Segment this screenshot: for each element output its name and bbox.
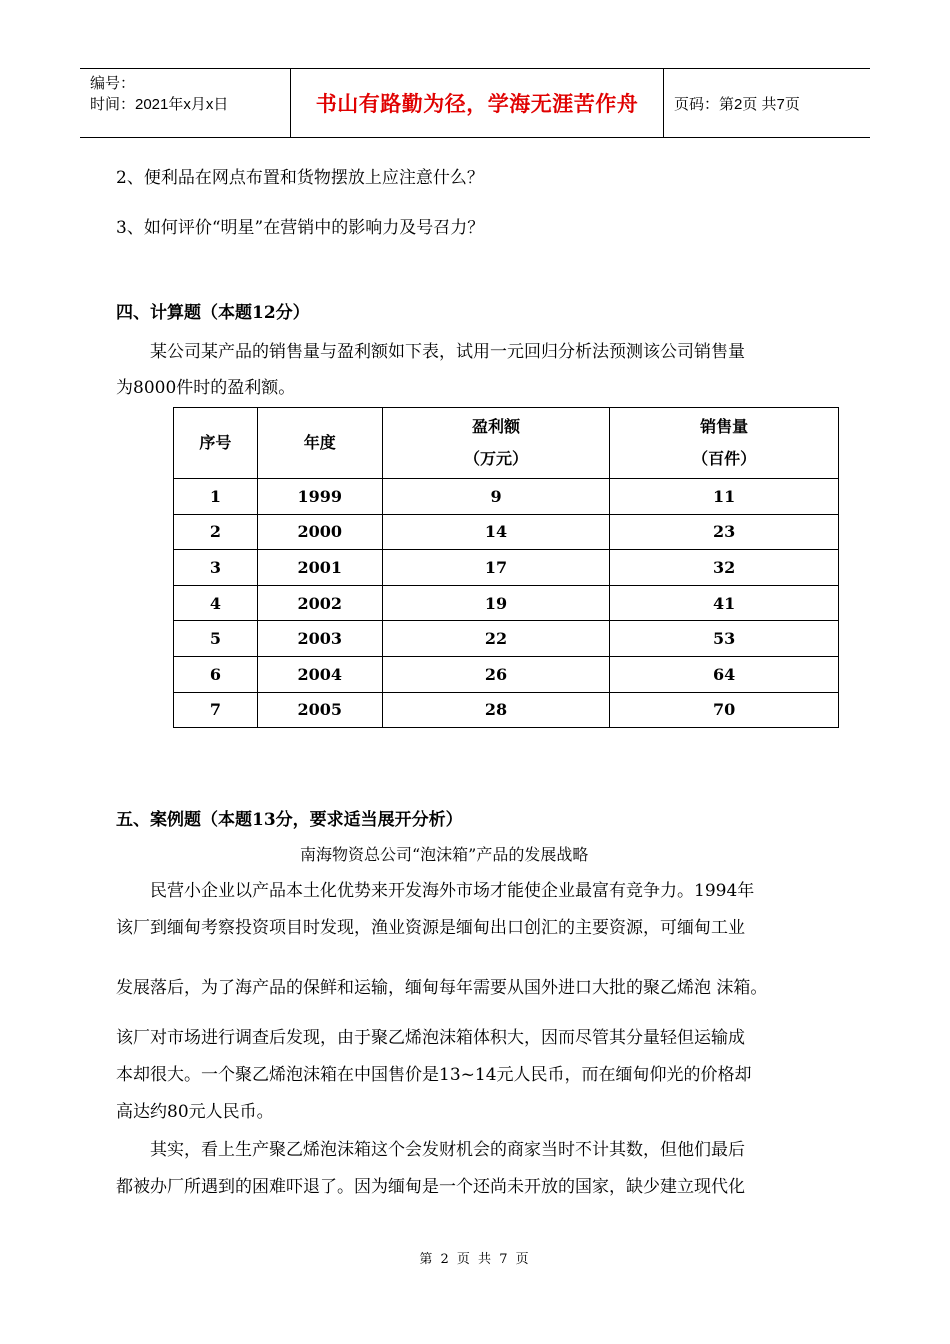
header-profit <box>382 408 610 479</box>
header-year: 年度 <box>257 408 382 479</box>
table-row <box>174 550 839 586</box>
cell-year: 1999 <box>257 479 382 515</box>
question-3: 3、如何评价“明星”在营销中的影响力及号召力？ <box>116 218 485 238</box>
cell-profit: 28 <box>382 692 610 728</box>
cell-no: 5 <box>174 621 258 657</box>
cell-profit: 22 <box>382 621 610 657</box>
case-paragraph-line: 该厂对市场进行调查后发现，由于聚乙烯泡沫箱体积大，因而尽管其分量轻但运输成 <box>116 1028 745 1048</box>
header-page-info: 页码：第2页 共7页 <box>674 95 800 113</box>
cell-profit: 17 <box>382 550 610 586</box>
number-label: 编号： <box>90 75 136 92</box>
table-row <box>174 585 839 621</box>
table-row <box>174 692 839 728</box>
cell-profit: 9 <box>382 479 610 515</box>
header-sales-label: 销售量 <box>700 417 749 436</box>
cell-year: 2003 <box>257 621 382 657</box>
case-paragraph-line: 本却很大。一个聚乙烯泡沫箱在中国售价是13~14元人民币，而在缅甸仰光的价格却 <box>116 1065 752 1085</box>
cell-sales: 32 <box>610 550 839 586</box>
cell-profit: 26 <box>382 656 610 692</box>
case-paragraph-line: 都被办厂所遇到的困难吓退了。因为缅甸是一个还尚未开放的国家，缺少建立现代化 <box>116 1177 745 1197</box>
section4-text-line1: 某公司某产品的销售量与盈利额如下表，试用一元回归分析法预测该公司销售量 <box>150 342 745 362</box>
cell-sales: 53 <box>610 621 839 657</box>
page-footer: 第 2 页 共 7 页 <box>419 1252 531 1267</box>
cell-no: 3 <box>174 550 258 586</box>
cell-no: 2 <box>174 514 258 550</box>
cell-no: 4 <box>174 585 258 621</box>
case-paragraph-line: 民营小企业以产品本土化优势来开发海外市场才能使企业最富有竞争力。1994年 <box>150 881 755 901</box>
cell-sales: 11 <box>610 479 839 515</box>
section4-text-line2: 为8000件时的盈利额。 <box>116 378 296 398</box>
cell-sales: 64 <box>610 656 839 692</box>
case-paragraph-line: 其实，看上生产聚乙烯泡沫箱这个会发财机会的商家当时不计其数，但他们最后 <box>150 1140 745 1160</box>
cell-year: 2001 <box>257 550 382 586</box>
cell-year: 2004 <box>257 656 382 692</box>
cell-sales: 70 <box>610 692 839 728</box>
header-sales-unit: （百件） <box>692 449 757 468</box>
table-row <box>174 514 839 550</box>
cell-no: 1 <box>174 479 258 515</box>
case-paragraph-line: 该厂到缅甸考察投资项目时发现，渔业资源是缅甸出口创汇的主要资源，可缅甸工业 <box>116 918 745 938</box>
cell-sales: 41 <box>610 585 839 621</box>
header-meta <box>80 69 290 137</box>
header-profit-unit: （万元） <box>464 449 529 468</box>
case-paragraph-line: 发展落后，为了海产品的保鲜和运输，缅甸每年需要从国外进口大批的聚乙烯泡 沫箱。 <box>116 978 768 998</box>
header-motto: 书山有路勤为径，学海无涯苦作舟 <box>290 69 664 137</box>
table-row <box>174 479 839 515</box>
cell-profit: 19 <box>382 585 610 621</box>
page-header <box>80 68 870 138</box>
cell-year: 2000 <box>257 514 382 550</box>
table-row <box>174 656 839 692</box>
case-paragraph-line: 高达约80元人民币。 <box>116 1102 274 1122</box>
time-label: 时间：2021年x月x日 <box>90 96 229 113</box>
cell-no: 7 <box>174 692 258 728</box>
cell-year: 2002 <box>257 585 382 621</box>
table-row <box>174 621 839 657</box>
case-title: 南海物资总公司“泡沫箱”产品的发展战略 <box>300 845 589 864</box>
sales-profit-table <box>173 407 839 728</box>
cell-profit: 14 <box>382 514 610 550</box>
cell-year: 2005 <box>257 692 382 728</box>
cell-no: 6 <box>174 656 258 692</box>
section4-title: 四、计算题（本题12分） <box>116 303 310 323</box>
section5-title: 五、案例题（本题13分，要求适当展开分析） <box>116 810 463 830</box>
question-2: 2、便利品在网点布置和货物摆放上应注意什么？ <box>116 168 484 188</box>
header-sales <box>610 408 839 479</box>
header-no: 序号 <box>174 408 258 479</box>
cell-sales: 23 <box>610 514 839 550</box>
header-profit-label: 盈利额 <box>472 417 521 436</box>
table-header-row <box>174 408 839 479</box>
